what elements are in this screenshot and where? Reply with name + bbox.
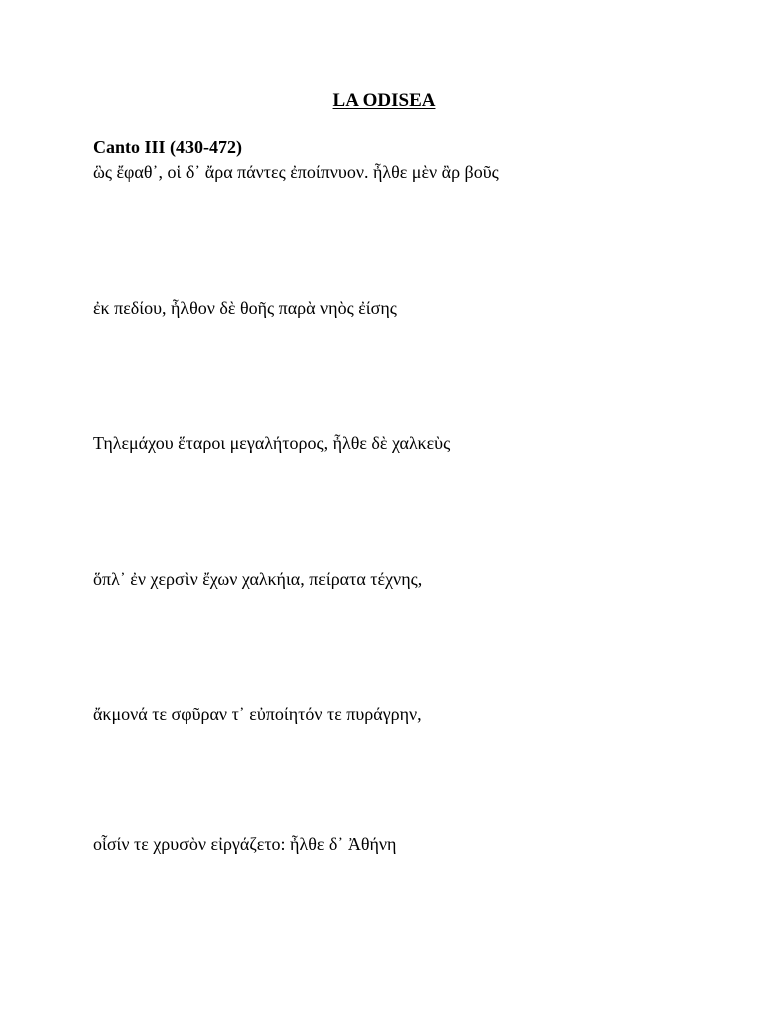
verse-line: ἄκμονά τε σφῦραν τ᾽ εὐποίητόν τε πυράγρην, <box>93 704 422 724</box>
verse-line: ἐκ πεδίου, ἦλθον δὲ θοῆς παρὰ νηὸς ἐίσης <box>93 298 397 318</box>
verse-line: ὅπλ᾽ ἐν χερσὶν ἔχων χαλκήια, πείρατα τέχνης, <box>93 569 423 589</box>
canto-heading: Canto III (430-472) <box>93 137 243 157</box>
verse-line: ὣς ἔφαθ᾽, οἱ δ᾽ ἄρα πάντες ἐποίπνυον. ἦλθε μὲν ἂρ βοῦς <box>93 162 499 182</box>
document-title: LA ODISEA <box>332 90 436 111</box>
verse-line: οἷσίν τε χρυσὸν εἰργάζετο: ἦλθε δ᾽ Ἀθήνη <box>93 834 397 854</box>
verse-line: Τηλεμάχου ἕταροι μεγαλήτορος, ἦλθε δὲ χαλκεὺς <box>93 433 451 453</box>
